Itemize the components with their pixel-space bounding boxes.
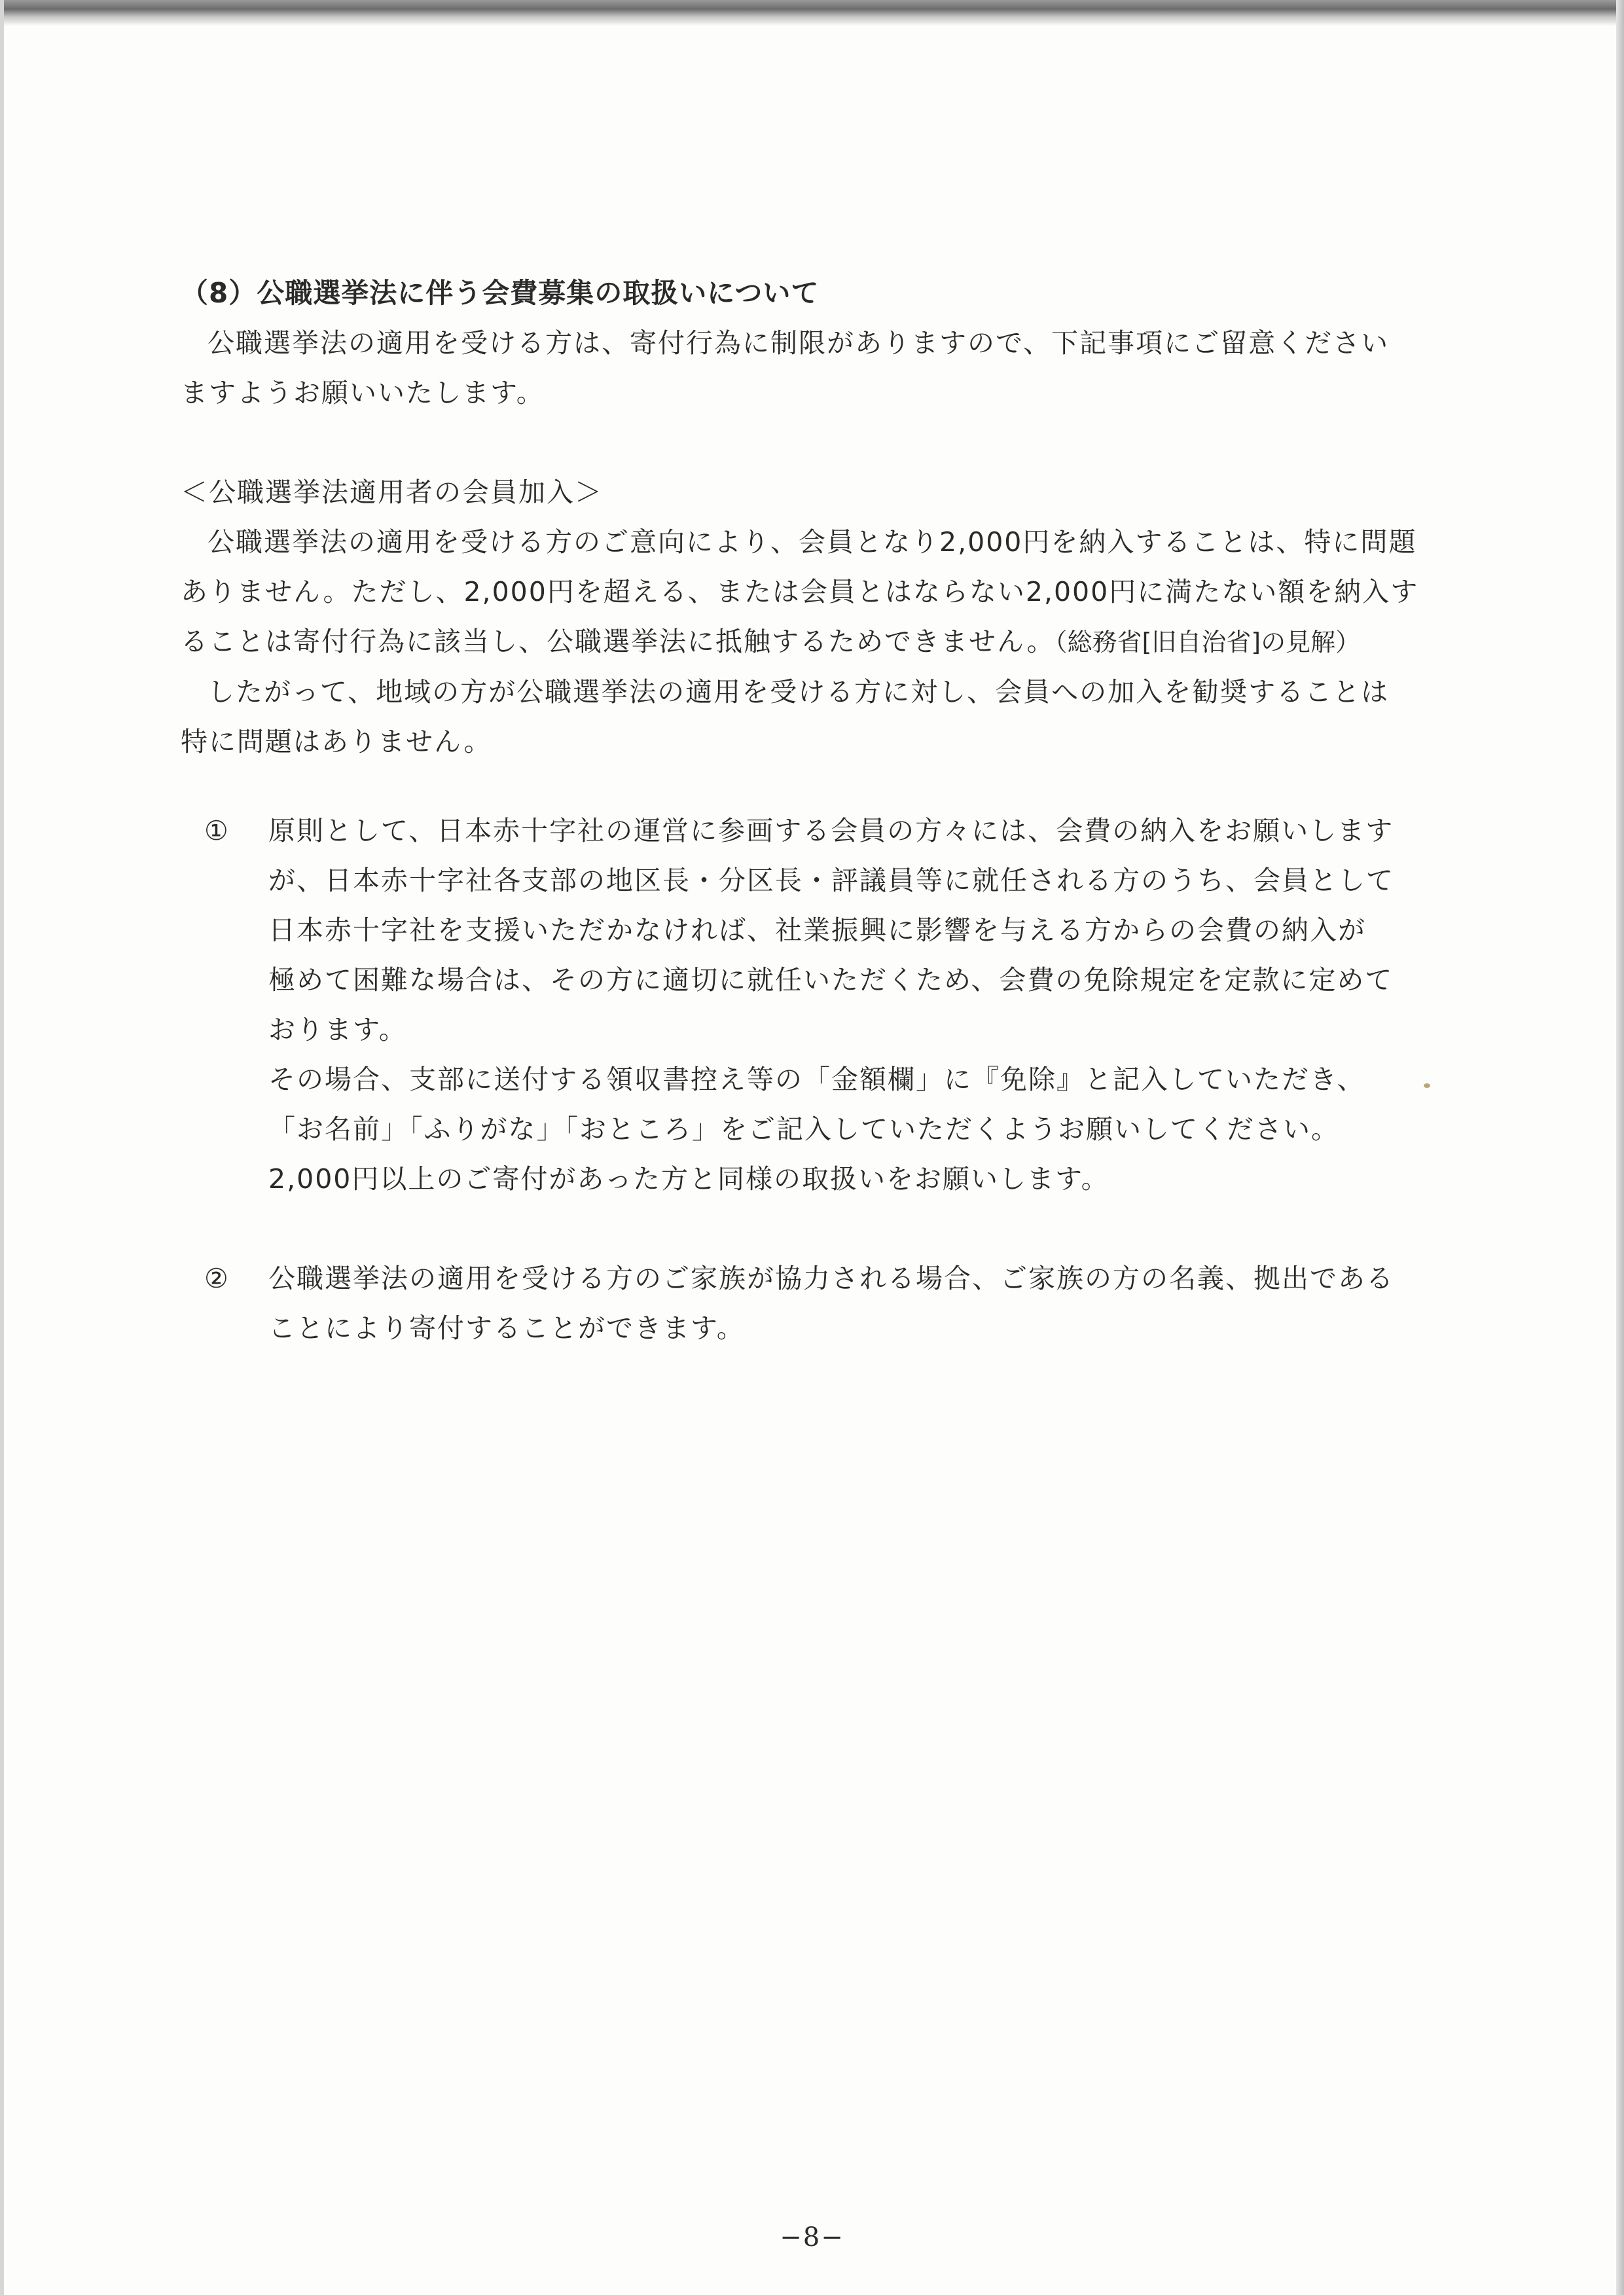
ministry-note: （総務省[旧自治省]の見解） bbox=[1055, 628, 1361, 657]
membership-line bbox=[181, 617, 1467, 667]
spacer bbox=[181, 418, 1467, 467]
spacer bbox=[181, 1204, 1467, 1254]
list-line: 日本赤十字社を支援いただかなければ、社業振興に影響を与える方からの会費の納入が bbox=[268, 914, 1366, 946]
list-line: 2,000円以上のご寄付があった方と同様の取扱いをお願いします。 bbox=[268, 1163, 1110, 1195]
list-line: が、日本赤十字社各支部の地区長・分区長・評議員等に就任される方のうち、会員として bbox=[268, 865, 1394, 896]
intro-paragraph bbox=[181, 318, 1467, 418]
intro-line: 公職選挙法の適用を受ける方は、寄付行為に制限がありますので、下記事項にご留意ください bbox=[208, 327, 1390, 359]
membership-paragraph-2 bbox=[181, 667, 1467, 767]
membership-heading: ＜公職選挙法適用者の会員加入＞ bbox=[181, 477, 603, 508]
list-item-body bbox=[268, 1254, 1467, 1353]
list-item-2 bbox=[181, 1254, 1467, 1353]
page-number: −8− bbox=[780, 2222, 844, 2252]
list-line: その場合、支部に送付する領収書控え等の「金額欄」に『免除』と記入していただき、 bbox=[268, 1064, 1365, 1095]
list-marker: ① bbox=[204, 815, 228, 846]
membership-line: ありません。ただし、2,000円を超える、または会員とはならない2,000円に満たない額を納入す bbox=[181, 576, 1419, 607]
scan-left-edge bbox=[0, 0, 4, 2295]
section-title: （8）公職選挙法に伴う会費募集の取扱いについて bbox=[181, 277, 820, 309]
list-line: 「お名前」「ふりがな」「おところ」をご記入していただくようお願いしてください。 bbox=[268, 1113, 1339, 1145]
membership-line-text: ることは寄付行為に該当し、公職選挙法に抵触するためできません。 bbox=[181, 626, 1055, 657]
scan-top-edge bbox=[0, 0, 1624, 26]
membership-line: 公職選挙法の適用を受ける方のご意向により、会員となり2,000円を納入することは、特に問題 bbox=[208, 526, 1417, 558]
membership-paragraph-1 bbox=[181, 517, 1467, 667]
list-item-1 bbox=[181, 806, 1467, 1204]
membership-line: 特に問題はありません。 bbox=[181, 726, 492, 757]
list-marker: ② bbox=[204, 1263, 228, 1294]
list-line: 原則として、日本赤十字社の運営に参画する会員の方々には、会費の納入をお願いします bbox=[268, 815, 1394, 846]
list-item-body bbox=[268, 806, 1467, 1204]
list-line: おります。 bbox=[268, 1014, 407, 1045]
spacer bbox=[181, 767, 1467, 806]
intro-line: ますようお願いいたします。 bbox=[181, 377, 545, 408]
membership-line: したがって、地域の方が公職選挙法の適用を受ける方に対し、会員への加入を勧奨することは bbox=[208, 676, 1390, 708]
list-line: ことにより寄付することができます。 bbox=[268, 1312, 745, 1344]
list-line: 極めて困難な場合は、その方に適切に就任いただくため、会費の免除規定を定款に定めて bbox=[268, 964, 1394, 996]
document-body bbox=[181, 268, 1467, 1353]
list-line: 公職選挙法の適用を受ける方のご家族が協力される場合、ご家族の方の名義、拠出である bbox=[268, 1263, 1394, 1294]
scan-right-edge bbox=[1616, 0, 1624, 2295]
